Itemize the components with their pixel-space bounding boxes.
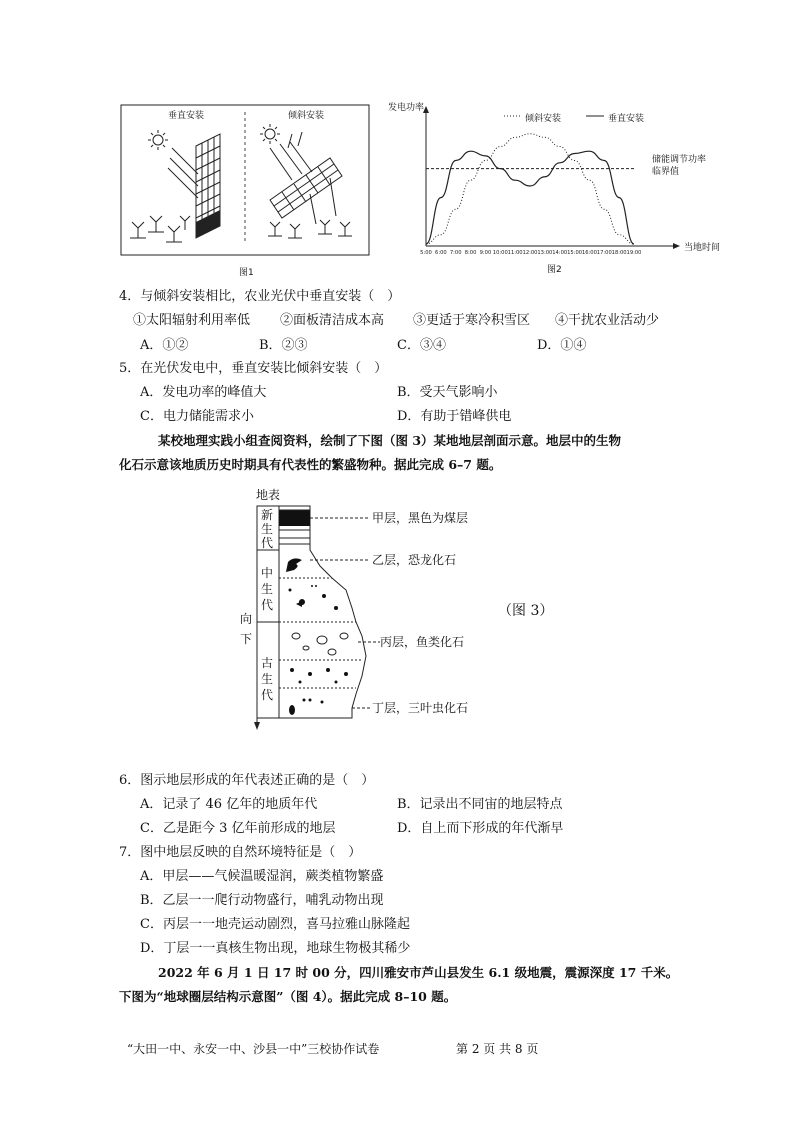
q6-option-a[interactable]: A．记录了 46 亿年的地质年代 [140,797,318,812]
sun-icon-2 [260,124,280,144]
fish-fossil-icon [292,633,348,655]
sun-icon [148,130,168,150]
intro-8-10-line-2: 下图为“地球圈层结构示意图”（图 4）。据此完成 8–10 题。 [119,989,457,1004]
q6-option-c[interactable]: C．乙是距今 3 亿年前形成的地层 [140,821,336,836]
intro-6-7-line-2: 化石示意该地质历史时期具有代表性的繁盛物种。据此完成 6–7 题。 [119,457,502,472]
crop-plants [130,216,190,242]
intro-6-7-line-1: 某校地理实践小组查阅资料，绘制了下图（图 3）某地地层剖面示意。地层中的生物 [158,433,622,448]
q7-option-a[interactable]: A．甲层——气候温暖湿润，蕨类植物繁盛 [140,869,384,884]
figure-1 [120,104,370,260]
figure-2 [386,98,726,274]
fig3-layer-bing: 丙层，鱼类化石 [380,635,465,649]
q4-option-b[interactable]: B．②③ [259,338,308,353]
fig2-x-tick-label: 9:00 [479,250,492,256]
figure-3 [240,486,540,736]
q7-option-d[interactable]: D．丁层一一真核生物出现，地球生物极其稀少 [140,941,411,956]
q4-item-3: ③更适于寒冷积雪区 [413,313,531,328]
fig1-left-label: 垂直安装 [168,111,205,121]
fig3-era-cenozoic-2: 生 [261,522,274,536]
fig2-threshold-label-1: 储能调节功率 [652,155,707,165]
fig2-legend-vertical: 垂直安装 [608,114,645,124]
footer-page-number: 第 2 页 共 8 页 [456,1042,539,1056]
fig2-threshold-label-2: 临界值 [652,167,680,177]
q5-stem: 5．在光伏发电中，垂直安装比倾斜安装（ ） [119,361,388,376]
q5-option-c[interactable]: C．电力储能需求小 [140,409,254,424]
fig2-x-tick-label: 19:00 [626,250,642,256]
q7-option-c[interactable]: C．丙层一一地壳运动剧烈，喜马拉雅山脉隆起 [140,917,410,932]
q4-stem: 4．与倾斜安装相比，农业光伏中垂直安装（ ） [119,289,401,304]
fig3-era-cenozoic-3: 代 [261,536,274,550]
fig3-era-cenozoic-1: 新 [261,508,274,522]
fig2-x-tick-label: 18:00 [611,250,627,256]
fig3-era-mesozoic-2: 生 [261,582,274,596]
fig2-x-tick-label: 6:00 [435,250,447,256]
fig3-era-mesozoic-1: 中 [261,566,274,580]
fig2-ylabel: 发电功率 [388,103,425,113]
q5-option-d[interactable]: D．有助于错峰供电 [397,409,512,424]
fig2-x-tick-label: 13:00 [537,250,553,256]
fig1-right-label: 倾斜安装 [288,111,325,121]
fig3-layer-jia: 甲层，黑色为煤层 [372,511,469,525]
fig3-surface-label: 地表 [256,488,281,502]
q6-option-d[interactable]: D．自上而下形成的年代渐早 [397,821,564,836]
fig2-legend-tilt: 倾斜安装 [525,114,562,124]
fig2-x-tick-label: 8:00 [464,250,477,256]
fig2-x-tick-label: 11:00 [507,250,523,256]
fig2-x-tick-label: 5:00 [420,250,432,256]
footer-school-names: “大田一中、永安一中、沙县一中”三校协作试卷 [127,1042,380,1056]
q5-option-a[interactable]: A．发电功率的峰值大 [140,385,267,400]
trilobite-fossil-icon [289,699,324,716]
q4-item-1: ①太阳辐射利用率低 [133,313,251,328]
fig2-x-tick-label: 10:00 [492,250,508,256]
fig2-x-tick-label: 16:00 [581,250,597,256]
figure-1-drawing [120,104,370,260]
fig3-caption: （图 3） [498,603,554,619]
fig3-era-mesozoic-3: 代 [261,598,274,612]
dinosaur-fossil-icon [286,558,302,572]
fig2-x-tick-label: 14:00 [552,250,568,256]
fig3-layer-yi: 乙层，恐龙化石 [372,553,457,567]
fig2-caption: 图2 [547,265,562,275]
fig2-x-tick-label: 15:00 [567,250,583,256]
intro-8-10-line-1: 2022 年 6 月 1 日 17 时 00 分，四川雅安市芦山县发生 6.1 级地震，震源深度 17 千米。 [158,965,679,980]
q7-option-b[interactable]: B．乙层一一爬行动物盛行，哺乳动物出现 [140,893,384,908]
fig2-series-tilt [426,134,634,244]
fig3-era-paleozoic-1: 古 [261,656,274,670]
fig2-series-vertical [426,151,634,244]
q4-option-a[interactable]: A．①② [140,338,189,353]
q6-stem: 6．图示地层形成的年代表述正确的是（ ） [119,773,375,788]
fossil-dots [289,585,339,610]
fig3-down-label-1: 向 [240,612,253,626]
fig2-xlabel: 当地时间 [684,243,721,253]
fig3-era-paleozoic-2: 生 [261,672,274,686]
fig3-era-paleozoic-3: 代 [261,688,274,702]
fig2-x-tick-label: 12:00 [522,250,538,256]
q4-item-4: ④干扰农业活动少 [555,313,660,328]
q7-stem: 7．图中地层反映的自然环境特征是（ ） [119,845,362,860]
q6-option-b[interactable]: B．记录出不同宙的地层特点 [397,797,563,812]
q4-option-c[interactable]: C．③④ [397,338,446,353]
q5-option-b[interactable]: B．受天气影响小 [397,385,498,400]
q4-option-d[interactable]: D．①④ [537,338,587,353]
fig3-layer-ding: 丁层，三叶虫化石 [372,701,469,715]
fig2-x-tick-label: 17:00 [596,250,612,256]
fig3-down-label-2: 下 [240,632,253,646]
fig1-caption: 图1 [239,268,254,278]
fig2-x-tick-label: 7:00 [449,250,462,256]
q4-item-2: ②面板清洁成本高 [280,313,385,328]
